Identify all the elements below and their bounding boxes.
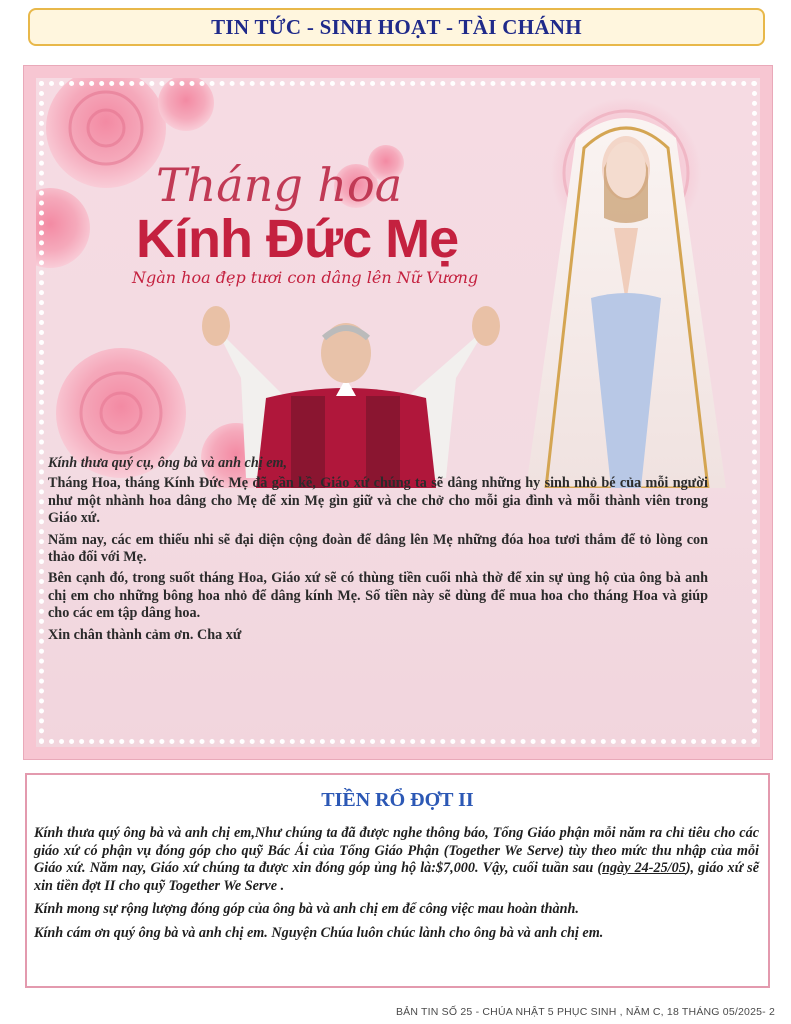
letter-closing: Xin chân thành cảm ơn. Cha xứ [48, 626, 242, 643]
banner-subtitle: Ngàn hoa đẹp tươi con dâng lên Nữ Vương [132, 268, 479, 287]
banner-title-line2: Kính Đức Mẹ [136, 209, 459, 269]
collection-paragraph-2: Kính mong sự rộng lượng đóng góp của ông bà và anh chị em để công việc mau hoàn thành. [34, 901, 579, 918]
may-flower-poster [23, 65, 773, 760]
collection-paragraph-1 [34, 825, 759, 895]
section-title: TIN TỨC - SINH HOẠT - TÀI CHÁNH [211, 14, 582, 39]
banner-title-line1: Tháng hoa [156, 158, 403, 212]
collection-date: ngày 24-25/05 [602, 860, 686, 877]
letter-paragraph-1: Tháng Hoa, tháng Kính Đức Mẹ đã gần kề, Giáo xứ chúng ta sẽ dâng những hy sinh nhỏ bé của mỗi người như một nhành hoa dâng cho Mẹ để xin Mẹ gìn giữ và che chở cho mỗi gia đình và mỗi thành viên trong Giáo xứ. [48, 475, 708, 527]
collection-p1-after: ), giáo xứ sẽ xin tiền đợt II cho quỹ Together We Serve . [34, 860, 759, 894]
collection-title: TIỀN RỔ ĐỢT II [321, 789, 474, 811]
banner-illustration [36, 78, 760, 488]
letter-greeting: Kính thưa quý cụ, ông bà và anh chị em, [48, 455, 288, 471]
pastor-letter [48, 455, 708, 648]
section-header [28, 8, 765, 46]
mary-statue [526, 98, 726, 488]
collection-paragraph-3: Kính cám ơn quý ông bà và anh chị em. Nguyện Chúa luôn chúc lành cho ông bà và anh chị em. [34, 924, 604, 941]
page-footer: BẢN TIN SỐ 25 - CHÚA NHẬT 5 PHỤC SINH , NĂM C, 18 THÁNG 05/2025- 2 [395, 1006, 775, 1018]
collection-p1-before: Kính thưa quý ông bà và anh chị em,Như chúng ta đã được nghe thông báo, Tổng Giáo phận mỗi năm ra chỉ tiêu cho các giáo xứ có phận vụ đóng góp cho quỹ Bác Ái của Tổng Giáo Phận (Together We Serve) tùy theo mức thu nhập của mỗi Giáo xứ. Năm nay, Giáo xứ chúng ta được xin đóng góp ủng hộ là:$7,000. Vậy, cuối tuần sau ( [34, 825, 759, 877]
collection-notice [25, 773, 770, 988]
letter-paragraph-2: Năm nay, các em thiếu nhi sẽ đại diện cộng đoàn để dâng lên Mẹ những đóa hoa tươi thắm để tỏ lòng con thảo đối với Mẹ. [48, 531, 708, 566]
collection-body [34, 825, 759, 949]
letter-paragraph-3: Bên cạnh đó, trong suốt tháng Hoa, Giáo xứ sẽ có thùng tiền cuối nhà thờ để xin sự ủng hộ của ông bà anh chị em cho những bông hoa nhỏ để dâng kính Mẹ. Số tiền này sẽ dùng để mua hoa cho tháng Hoa và giúp cho các em tập dâng hoa. [48, 570, 708, 622]
